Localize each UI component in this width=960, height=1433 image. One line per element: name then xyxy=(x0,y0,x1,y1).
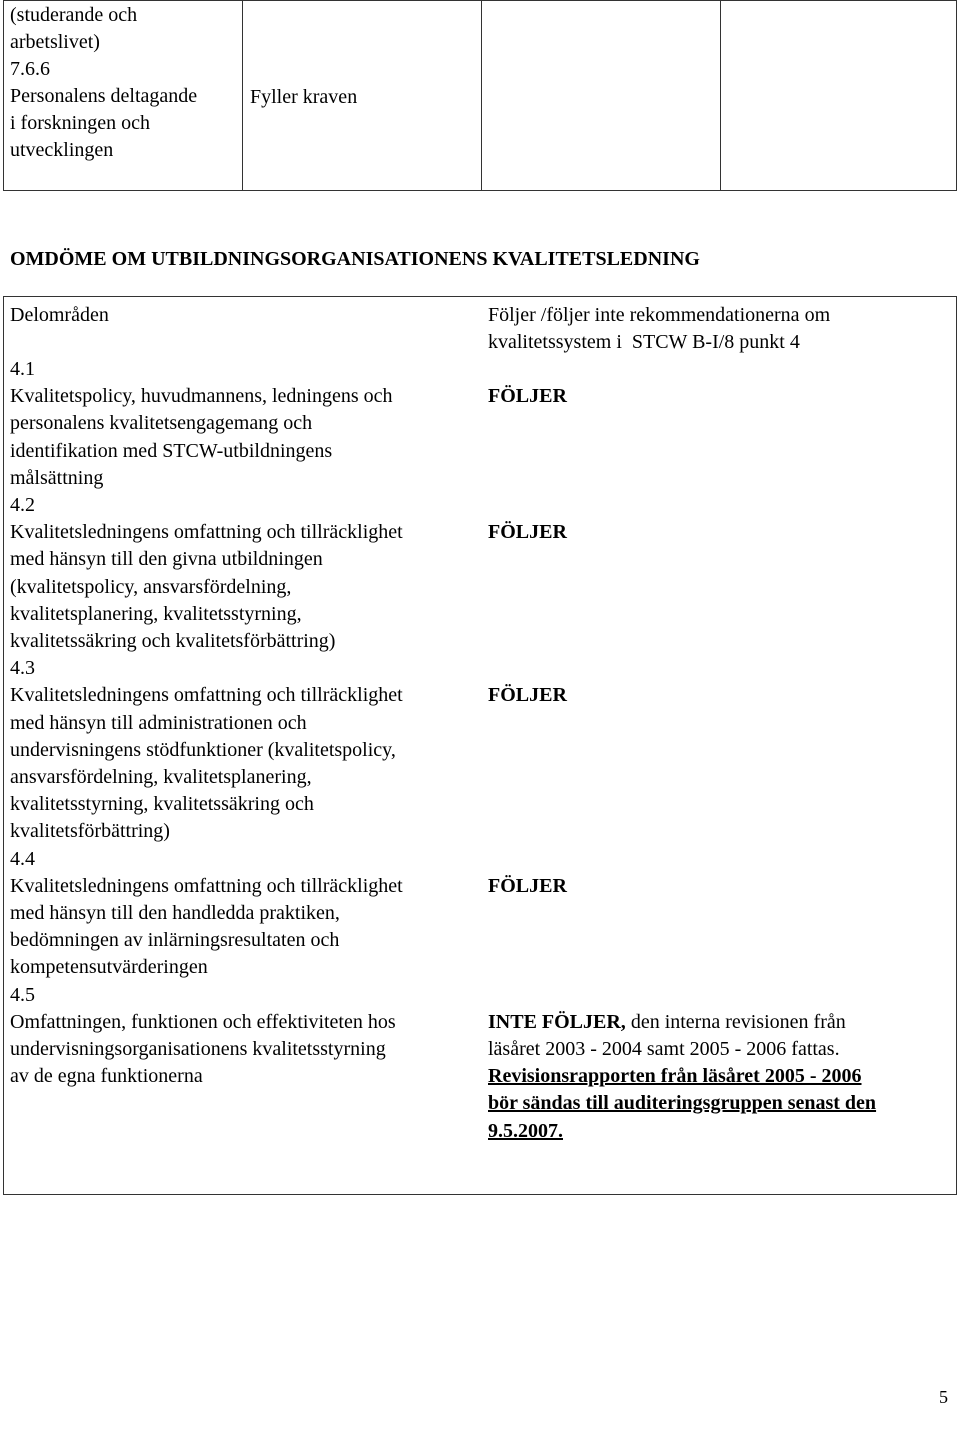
subarea-text: Kvalitetsledningens omfattning och tillräcklighet med hänsyn till den givna utbildningen (kvalitetspolicy, ansvarsfördelning, kvalitetsplanering, kvalitetsstyrning, kvalitetssäkring och kvalitetsförbättring) xyxy=(10,521,403,652)
verdict-label: FÖLJER xyxy=(488,684,567,707)
subarea-text: Omfattningen, funktionen och effektiviteten hos undervisningsorganisationens kvalitetsstyrning av de egna funktionerna xyxy=(10,1010,396,1088)
section-heading: OMDÖME OM UTBILDNINGSORGANISATIONENS KVALITETSLEDNING xyxy=(10,247,700,270)
item-number: 7.6.6 xyxy=(10,58,50,80)
continuation-text: (studerande och arbetslivet) xyxy=(10,4,138,53)
verdict-cell xyxy=(480,846,956,982)
verdict-cell xyxy=(480,356,956,492)
assessment-row xyxy=(4,982,956,1145)
verdict-cell xyxy=(480,655,956,845)
assessment-row xyxy=(4,655,956,845)
verdict-note: den interna revisionen från läsåret 2003 - 2004 samt 2005 - 2006 fattas. xyxy=(488,1010,846,1060)
status-cell xyxy=(242,1,481,190)
page-number: 5 xyxy=(939,1387,948,1407)
subarea-text: Kvalitetspolicy, huvudmannens, ledningens och personalens kvalitetsengagemang och identifikation med STCW-utbildningens målsättning xyxy=(10,385,393,489)
requirements-table xyxy=(3,0,957,191)
item-title: Personalens deltagande i forskningen och utvecklingen xyxy=(10,85,198,161)
header-left: Delområden xyxy=(10,303,109,326)
header-right: Följer /följer inte rekommendationerna om kvalitetssystem i STCW B-I/8 punkt 4 xyxy=(488,303,831,353)
empty-cell xyxy=(720,1,956,190)
verdict-label: FÖLJER xyxy=(488,874,567,897)
subarea-cell xyxy=(4,356,480,492)
assessment-table xyxy=(3,296,957,1195)
subarea-text: Kvalitetsledningens omfattning och tillräcklighet med hänsyn till den handledda praktiken, bedömningen av inlärningsresultaten och kompetensutvärderingen xyxy=(10,874,403,979)
assessment-row xyxy=(4,492,956,655)
verdict-cell xyxy=(480,982,956,1145)
topic-cell xyxy=(4,1,242,190)
subarea-number: 4.3 xyxy=(10,657,35,680)
verdict-label: INTE FÖLJER, xyxy=(488,1010,626,1033)
subarea-cell xyxy=(4,492,480,655)
assessment-row xyxy=(4,846,956,982)
empty-cell xyxy=(481,1,720,190)
verdict-action-paragraph xyxy=(488,1063,956,1145)
subarea-cell xyxy=(4,655,480,845)
subarea-cell xyxy=(4,846,480,982)
subarea-number: 4.4 xyxy=(10,847,35,870)
verdict-action: Revisionsrapporten från läsåret 2005 - 2006 bör sändas till auditeringsgruppen senast den 9.5.2007. xyxy=(488,1065,877,1142)
subarea-cell xyxy=(4,982,480,1145)
subarea-number: 4.2 xyxy=(10,493,35,516)
verdict-label: FÖLJER xyxy=(488,385,567,408)
verdict-cell xyxy=(480,492,956,655)
assessment-header-row xyxy=(4,302,956,356)
verdict-note-paragraph xyxy=(488,1009,956,1063)
subarea-number: 4.1 xyxy=(10,357,35,380)
subarea-number: 4.5 xyxy=(10,983,35,1006)
subarea-text: Kvalitetsledningens omfattning och tillräcklighet med hänsyn till administrationen och undervisningens stödfunktioner (kvalitetspolicy, ansvarsfördelning, kvalitetsplanering, kvalitetsstyrning, kvalitetssäkring och kvalitetsförbättring) xyxy=(10,684,403,843)
status-text: Fyller kraven xyxy=(250,86,358,108)
assessment-row xyxy=(4,356,956,492)
verdict-label: FÖLJER xyxy=(488,521,567,544)
